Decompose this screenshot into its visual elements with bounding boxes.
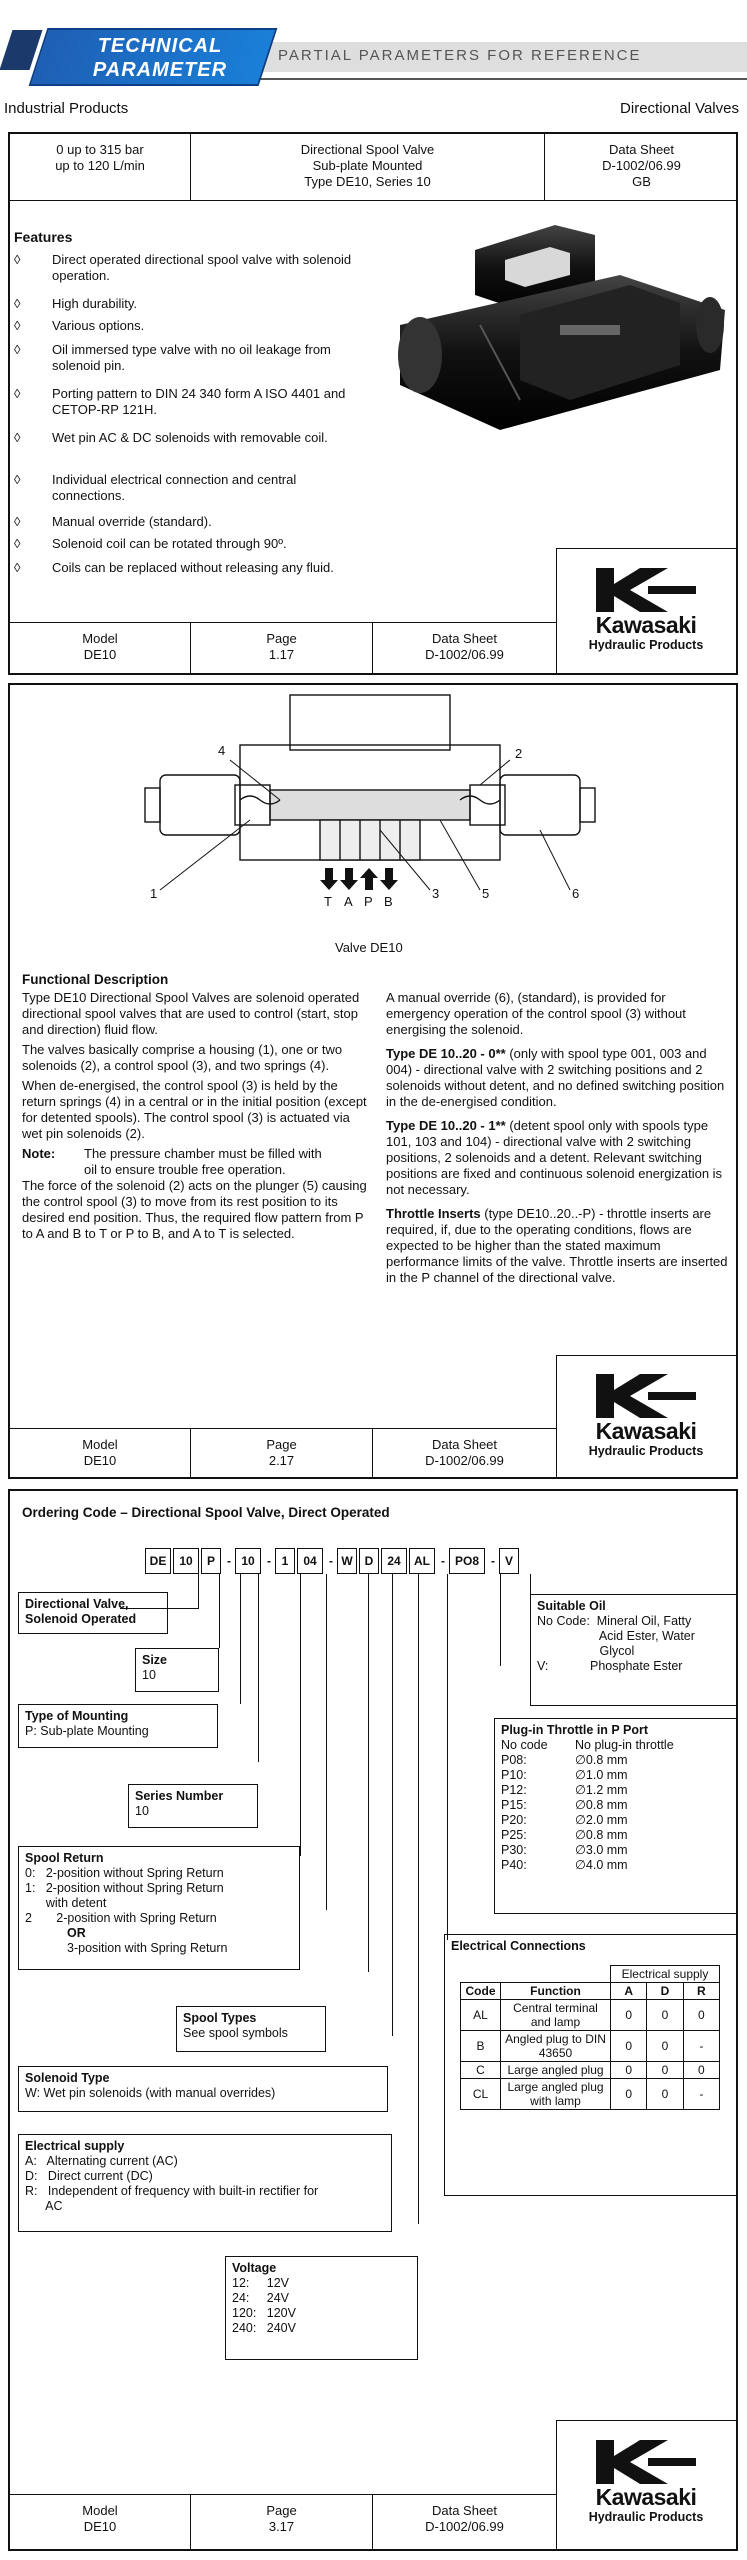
feature-item — [14, 536, 354, 552]
connector — [418, 1574, 419, 2224]
valve-photo — [380, 215, 730, 440]
func-r1: A manual override (6), (standard), is provided for emergency operation of the control spool (3) without energising the solenoid. — [386, 990, 686, 1037]
label-3: 3 — [432, 886, 440, 901]
throttle-code: P20: — [501, 1813, 527, 1827]
bullet-icon: ◊ — [14, 386, 21, 401]
size-box: Size 10 — [135, 1648, 219, 1692]
spool-return-line: 1: 2-position without Spring Return — [25, 1881, 224, 1895]
solenoid-type-box: Solenoid Type W: Wet pin solenoids (with manual overrides) — [18, 2066, 388, 2112]
label-5: 5 — [482, 886, 490, 901]
logo-name: Kawasaki — [595, 612, 697, 638]
kawasaki-logo — [566, 2432, 726, 2522]
throttle-row — [501, 1798, 731, 1813]
func-p4: The force of the solenoid (2) acts on the plunger (5) causing the control spool (3) to move from its rest position to its desired end position. Thus, the required flow pattern from P to A and B to T or P to B, and A to T is selected. — [22, 1178, 367, 1241]
header-right: Directional Valves — [620, 100, 739, 117]
oil-line: V: Phosphate Ester — [537, 1659, 683, 1673]
code-dash: - — [267, 1554, 271, 1568]
code-segment: P — [201, 1548, 221, 1574]
throttle-row — [501, 1858, 731, 1873]
throttle-row — [501, 1843, 731, 1858]
banner-title: TECHNICAL PARAMETER — [92, 35, 228, 81]
electrical-connections-box: Electrical Connections — [444, 1934, 738, 2196]
code-segment: W — [337, 1548, 357, 1574]
bullet-icon: ◊ — [14, 296, 21, 311]
divider — [556, 2420, 557, 2551]
logo-name: Kawasaki — [595, 2484, 697, 2510]
connector — [219, 1574, 220, 1648]
throttle-size: ∅4.0 mm — [575, 1858, 628, 1872]
throttle-size: No plug-in throttle — [575, 1738, 674, 1752]
footer-page: Page 1.17 — [266, 631, 297, 662]
throttle-size: ∅0.8 mm — [575, 1828, 628, 1842]
throttle-size: ∅0.8 mm — [575, 1753, 628, 1767]
feature-text: Various options. — [52, 318, 145, 333]
spool-return-box: Spool Return 0: 2-position without Spring Return 1: 2-position without Spring Return with detent 2 2-position with Spring Return OR 3-position with Spring Return — [18, 1846, 300, 1970]
throttle-code: P15: — [501, 1798, 527, 1812]
func-p1: Type DE10 Directional Spool Valves are solenoid operated directional spool valves that are used to control (start, stop and direction) fluid flow. — [22, 990, 360, 1037]
throttle-size: ∅2.0 mm — [575, 1813, 628, 1827]
voltage-box: Voltage 12: 12V 24: 24V 120: 120V 240: 240V — [225, 2256, 418, 2360]
connector — [258, 1574, 259, 1762]
table-cell: C — [461, 2062, 501, 2079]
kawasaki-k-icon — [596, 1374, 696, 1418]
spool-return-line: 3-position with Spring Return — [67, 1941, 228, 1955]
spool-return-line: 2 2-position with Spring Return — [25, 1911, 217, 1925]
connector — [392, 1574, 393, 2036]
feature-text: Solenoid coil can be rotated through 90º. — [52, 536, 287, 551]
series-box: Series Number 10 — [128, 1784, 258, 1828]
voltage-line: 24: 24V — [232, 2291, 289, 2305]
table-cell: 0 — [647, 2079, 683, 2110]
elec-supply-line: D: Direct current (DC) — [25, 2169, 153, 2183]
spool-return-line: with detent — [25, 1896, 107, 1910]
table-cell: 0 — [647, 2031, 683, 2062]
table-cell: Large angled plug with lamp — [501, 2079, 611, 2110]
throttle-size: ∅3.0 mm — [575, 1843, 628, 1857]
footer-page: Page 3.17 — [266, 2503, 297, 2534]
logo-sub: Hydraulic Products — [588, 1444, 704, 1458]
banner-subtitle: PARTIAL PARAMETERS FOR REFERENCE — [278, 47, 642, 64]
func-note: Note: The pressure chamber must be filled with oil to ensure trouble free operation. — [22, 1146, 322, 1177]
table-cell: Large angled plug — [501, 2062, 611, 2079]
table-cell: Central terminal and lamp — [501, 2000, 611, 2031]
divider — [8, 622, 556, 623]
electrical-connections-table — [460, 1965, 720, 2110]
connector — [240, 1574, 241, 1704]
connector — [447, 1574, 448, 1940]
voltage-line: 120: 120V — [232, 2306, 296, 2320]
divider — [556, 1355, 738, 1356]
header-banner — [0, 0, 747, 95]
kawasaki-logo — [566, 1366, 726, 1456]
divider — [8, 1428, 556, 1429]
code-segment: D — [359, 1548, 379, 1574]
elec-supply-line: R: Independent of frequency with built-in rectifier for — [25, 2184, 319, 2198]
code-segment: 10 — [235, 1548, 261, 1574]
code-dash: - — [491, 1554, 495, 1568]
spool-return-line: 0: 2-position without Spring Return — [25, 1866, 224, 1880]
table-cell: 0 — [611, 2031, 647, 2062]
throttle-code: P10: — [501, 1768, 527, 1782]
feature-item — [14, 560, 354, 576]
oil-line: Acid Ester, Water — [537, 1629, 695, 1643]
bullet-icon: ◊ — [14, 560, 21, 575]
ec-r-header: R — [683, 1983, 719, 2000]
code-dash: - — [329, 1554, 333, 1568]
feature-item — [14, 514, 354, 530]
connector — [300, 1574, 301, 1856]
throttle-row — [501, 1813, 731, 1828]
bullet-icon: ◊ — [14, 536, 21, 551]
elec-supply-line: A: Alternating current (AC) — [25, 2154, 178, 2168]
oil-line: Glycol — [537, 1644, 635, 1658]
connector — [198, 1574, 199, 1608]
code-segment: DE — [145, 1548, 171, 1574]
func-right-column — [386, 990, 731, 1286]
features-title: Features — [14, 229, 73, 245]
label-6: 6 — [572, 886, 580, 901]
ordering-title: Ordering Code – Directional Spool Valve, Direct Operated — [22, 1505, 390, 1520]
feature-text: Wet pin AC & DC solenoids with removable coil. — [52, 430, 328, 445]
throttle-row — [501, 1753, 731, 1768]
ec-d-header: D — [647, 1983, 683, 2000]
table-cell: CL — [461, 2079, 501, 2110]
kawasaki-logo — [566, 560, 726, 650]
logo-name: Kawasaki — [595, 1418, 697, 1444]
logo-sub: Hydraulic Products — [588, 638, 704, 652]
throttle-code: P25: — [501, 1828, 527, 1842]
pressure-flow-cell: 0 up to 315 bar up to 120 L/min — [55, 142, 145, 173]
feature-item — [14, 296, 354, 312]
feature-item — [14, 318, 354, 334]
code-dash: - — [441, 1554, 445, 1568]
electrical-supply-box: Electrical supply A: Alternating current (AC) D: Direct current (DC) R: Independent of frequency with built-in rectifier for AC — [18, 2134, 392, 2232]
table-row — [461, 2000, 720, 2031]
divider — [556, 2420, 738, 2421]
bullet-icon: ◊ — [14, 318, 21, 333]
port-t: T — [324, 894, 332, 909]
header-left: Industrial Products — [4, 100, 129, 117]
port-b: B — [384, 894, 393, 909]
code-segment: 04 — [297, 1548, 323, 1574]
throttle-row — [501, 1783, 731, 1798]
func-r4: Throttle Inserts (type DE10..20..-P) - throttle inserts are required, if, due to the operating conditions, flows are expected to be higher than the stated maximum performance limits of the valve. Throttle inserts are inserted in the P channel of the directional valve. — [386, 1206, 728, 1285]
table-cell: 0 — [611, 2079, 647, 2110]
diagram-caption: Valve DE10 — [335, 940, 403, 955]
throttle-code: P12: — [501, 1783, 527, 1797]
voltage-line: 240: 240V — [232, 2321, 296, 2335]
table-cell: 0 — [683, 2062, 719, 2079]
table-cell: 0 — [647, 2000, 683, 2031]
func-left-column — [22, 990, 372, 1242]
label-1: 1 — [150, 886, 158, 901]
ec-a-header: A — [611, 1983, 647, 2000]
mounting-box: Type of Mounting P: Sub-plate Mounting — [18, 1704, 218, 1748]
feature-text: Direct operated directional spool valve with solenoid operation. — [52, 252, 352, 283]
oil-line: No Code: Mineral Oil, Fatty — [537, 1614, 692, 1628]
feature-text: Coils can be replaced without releasing any fluid. — [52, 560, 334, 575]
feature-item — [14, 430, 354, 446]
ec-supply-header: Electrical supply — [611, 1966, 720, 1983]
table-row — [461, 2062, 720, 2079]
spool-return-line: OR — [67, 1926, 86, 1940]
table-row — [461, 2031, 720, 2062]
divider — [556, 548, 738, 549]
valve-cross-section-diagram — [140, 690, 600, 920]
func-r3: Type DE 10..20 - 1** (detent spool only with spools type 101, 103 and 104) - directional valve with 2 switching positions, 2 solenoids and a detent. Relevant switching positions are fixed and continuous solenoid energization is not necessary. — [386, 1118, 723, 1197]
footer-model: Model DE10 — [82, 631, 118, 662]
feature-item — [14, 342, 354, 374]
throttle-row — [501, 1828, 731, 1843]
label-4: 4 — [218, 743, 226, 758]
footer-model: Model DE10 — [82, 1437, 118, 1468]
logo-sub: Hydraulic Products — [588, 2510, 704, 2524]
functional-title: Functional Description — [22, 972, 169, 987]
throttle-code: P30: — [501, 1843, 527, 1857]
feature-item — [14, 252, 354, 284]
voltage-line: 12: 12V — [232, 2276, 289, 2290]
bullet-icon: ◊ — [14, 430, 21, 445]
table-cell: - — [683, 2031, 719, 2062]
func-p3: When de-energised, the control spool (3) is held by the return springs (4) in a central or in the initial position (except for detented spools). The control spool (3) is actuated via wet pin solenoids (2). — [22, 1078, 367, 1141]
throttle-code: P08: — [501, 1753, 527, 1767]
table-cell: - — [683, 2079, 719, 2110]
code-segment: 24 — [381, 1548, 407, 1574]
table-row — [461, 2079, 720, 2110]
code-segment: V — [499, 1548, 519, 1574]
table-cell: 0 — [683, 2000, 719, 2031]
datasheet-cell: Data Sheet D-1002/06.99 GB — [602, 142, 681, 189]
port-p: P — [364, 894, 373, 909]
code-dash: - — [227, 1554, 231, 1568]
code-segment: AL — [409, 1548, 435, 1574]
feature-text: Manual override (standard). — [52, 514, 212, 529]
bullet-icon: ◊ — [14, 472, 21, 487]
table-cell: 0 — [611, 2062, 647, 2079]
code-segment: 10 — [173, 1548, 199, 1574]
directional-valve-box: Directional Valve, Solenoid Operated — [18, 1592, 168, 1634]
table-cell: 0 — [647, 2062, 683, 2079]
table-cell: B — [461, 2031, 501, 2062]
table-cell: Angled plug to DIN 43650 — [501, 2031, 611, 2062]
feature-text: Oil immersed type valve with no oil leakage from solenoid pin. — [52, 342, 331, 373]
spool-types-box: Spool Types See spool symbols — [176, 2006, 326, 2052]
port-a: A — [344, 894, 353, 909]
feature-item — [14, 386, 354, 418]
func-p2: The valves basically comprise a housing (1), one or two solenoids (2), a control spool (3), and two springs (4). — [22, 1042, 343, 1073]
elec-supply-line: AC — [25, 2199, 63, 2213]
throttle-code: No code — [501, 1738, 548, 1752]
func-r2: Type DE 10..20 - 0** (only with spool type 001, 003 and 004) - directional valve with 2 switching positions and 2 solenoids without detent, and no defined switching position in the de-energised condition. — [386, 1046, 725, 1109]
valve-type-cell: Directional Spool Valve Sub-plate Mounted Type DE10, Series 10 — [300, 142, 435, 189]
connector — [368, 1574, 369, 1972]
divider — [556, 548, 557, 675]
connector — [500, 1574, 501, 1666]
connector — [530, 1574, 531, 1594]
bullet-icon: ◊ — [14, 252, 21, 267]
feature-text: Porting pattern to DIN 24 340 form A ISO 4401 and CETOP-RP 121H. — [52, 386, 346, 417]
throttle-code: P40: — [501, 1858, 527, 1872]
table-cell: 0 — [611, 2000, 647, 2031]
divider — [8, 200, 738, 201]
feature-text: Individual electrical connection and central connections. — [52, 472, 297, 503]
footer-model: Model DE10 — [82, 2503, 118, 2534]
code-segment: 1 — [275, 1548, 295, 1574]
plug-in-throttle-box: Plug-in Throttle in P Port No code No plug-in throttle P08: ∅0.8 mm P10: ∅1.0 mm P12: ∅1.2 mm P15: ∅0.8 mm P20: ∅2.0 mm P25: ∅0.8 mm P30: ∅3.0 mm P40: ∅4.0 mm — [494, 1718, 738, 1914]
footer-datasheet: Data Sheet D-1002/06.99 — [425, 1437, 504, 1468]
kawasaki-k-icon — [596, 2440, 696, 2484]
connector — [326, 1574, 327, 1910]
divider — [556, 1355, 557, 1479]
footer-datasheet: Data Sheet D-1002/06.99 — [425, 631, 504, 662]
throttle-row — [501, 1768, 731, 1783]
throttle-row — [501, 1738, 731, 1753]
footer-datasheet: Data Sheet D-1002/06.99 — [425, 2503, 504, 2534]
bullet-icon: ◊ — [14, 342, 21, 357]
throttle-size: ∅1.0 mm — [575, 1768, 628, 1782]
divider — [8, 2494, 556, 2495]
kawasaki-k-icon — [596, 568, 696, 612]
suitable-oil-box: Suitable Oil No Code: Mineral Oil, Fatty Acid Ester, Water Glycol V: Phosphate Ester — [530, 1594, 738, 1706]
feature-text: High durability. — [52, 296, 138, 311]
table-cell: AL — [461, 2000, 501, 2031]
bullet-icon: ◊ — [14, 514, 21, 529]
throttle-size: ∅1.2 mm — [575, 1783, 628, 1797]
footer-page: Page 2.17 — [266, 1437, 297, 1468]
ec-function-header: Function — [501, 1983, 611, 2000]
code-segment: PO8 — [449, 1548, 485, 1574]
ec-code-header: Code — [461, 1983, 501, 2000]
throttle-size: ∅0.8 mm — [575, 1798, 628, 1812]
feature-item — [14, 472, 354, 504]
label-2: 2 — [515, 746, 523, 761]
